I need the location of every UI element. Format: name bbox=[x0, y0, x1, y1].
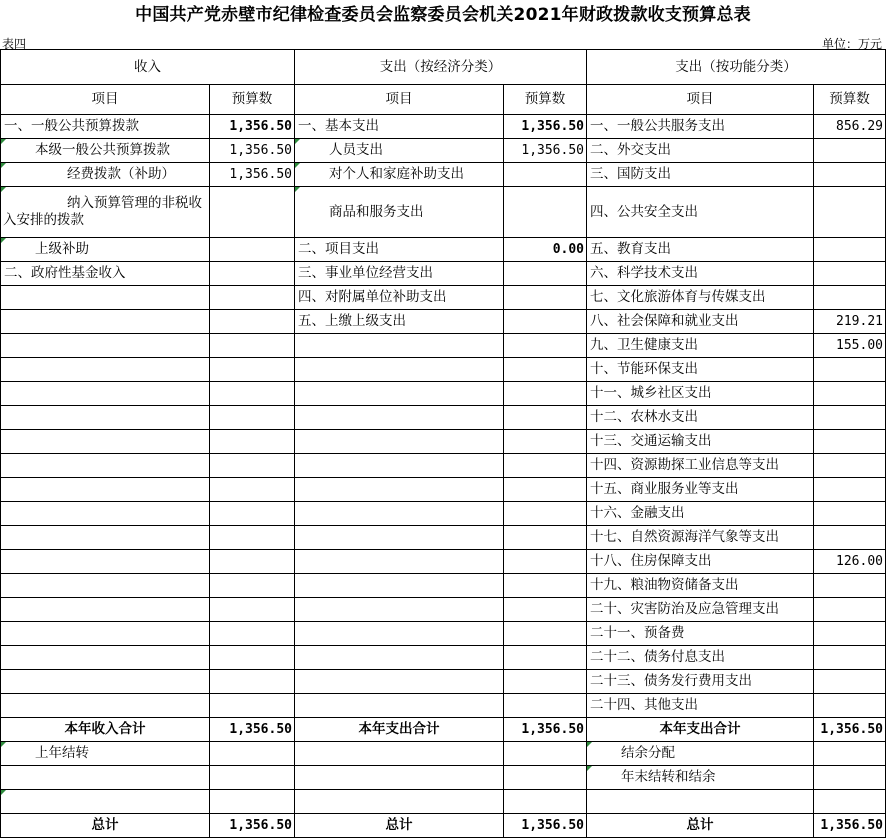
carryover-row bbox=[1, 742, 886, 766]
grand-expense-value[interactable]: 1,356.50 bbox=[504, 814, 587, 838]
cell[interactable] bbox=[1, 790, 210, 814]
cell[interactable] bbox=[814, 430, 886, 454]
cell[interactable] bbox=[210, 670, 295, 694]
cell[interactable] bbox=[814, 406, 886, 430]
cell[interactable]: 十四、资源勘探工业信息等支出 bbox=[587, 454, 814, 478]
cell[interactable] bbox=[295, 790, 504, 814]
cell[interactable]: 五、教育支出 bbox=[587, 238, 814, 262]
cell[interactable]: 十八、住房保障支出 bbox=[587, 550, 814, 574]
cell[interactable] bbox=[295, 766, 504, 790]
cell[interactable]: 1,356.50 bbox=[210, 139, 295, 163]
cell[interactable]: 三、事业单位经营支出 bbox=[295, 262, 504, 286]
table-row bbox=[1, 646, 886, 670]
cell[interactable] bbox=[1, 574, 210, 598]
year-end-label: 年末结转和结余 bbox=[587, 766, 814, 790]
cell[interactable] bbox=[814, 742, 886, 766]
cell[interactable] bbox=[1, 526, 210, 550]
cell[interactable] bbox=[1, 622, 210, 646]
cell[interactable] bbox=[504, 670, 587, 694]
cell[interactable] bbox=[210, 454, 295, 478]
cell[interactable] bbox=[504, 430, 587, 454]
cell[interactable]: 十、节能环保支出 bbox=[587, 358, 814, 382]
cell[interactable]: 六、科学技术支出 bbox=[587, 262, 814, 286]
cell[interactable] bbox=[295, 742, 504, 766]
cell[interactable]: 对个人和家庭补助支出 bbox=[295, 163, 504, 187]
table-row bbox=[1, 526, 886, 550]
cell[interactable] bbox=[504, 550, 587, 574]
cell[interactable]: 十六、金融支出 bbox=[587, 502, 814, 526]
table-row bbox=[1, 139, 886, 163]
cell[interactable]: 126.00 bbox=[814, 550, 886, 574]
cell[interactable] bbox=[504, 286, 587, 310]
cell[interactable] bbox=[814, 286, 886, 310]
cell[interactable] bbox=[210, 310, 295, 334]
cell[interactable] bbox=[814, 163, 886, 187]
cell[interactable] bbox=[210, 286, 295, 310]
year-expense-total-label: 本年支出合计 bbox=[295, 718, 504, 742]
cell[interactable] bbox=[814, 382, 886, 406]
budget-header: 预算数 bbox=[504, 85, 587, 115]
cell[interactable]: 二十一、预备费 bbox=[587, 622, 814, 646]
year-func-total-value[interactable]: 1,356.50 bbox=[814, 718, 886, 742]
cell[interactable] bbox=[295, 406, 504, 430]
grand-income-value[interactable]: 1,356.50 bbox=[210, 814, 295, 838]
cell[interactable]: 十一、城乡社区支出 bbox=[587, 382, 814, 406]
cell[interactable] bbox=[210, 766, 295, 790]
table-row bbox=[1, 670, 886, 694]
cell[interactable] bbox=[814, 262, 886, 286]
expense-func-section-header: 支出（按功能分类） bbox=[587, 50, 886, 85]
table-row bbox=[1, 187, 886, 238]
year-expense-total-value[interactable]: 1,356.50 bbox=[504, 718, 587, 742]
cell[interactable] bbox=[210, 790, 295, 814]
cell[interactable] bbox=[210, 622, 295, 646]
cell[interactable] bbox=[210, 478, 295, 502]
cell[interactable] bbox=[814, 238, 886, 262]
cell[interactable]: 155.00 bbox=[814, 334, 886, 358]
cell[interactable]: 二十三、债务发行费用支出 bbox=[587, 670, 814, 694]
cell[interactable] bbox=[814, 598, 886, 622]
cell[interactable] bbox=[295, 694, 504, 718]
cell[interactable] bbox=[504, 622, 587, 646]
cell[interactable] bbox=[1, 766, 210, 790]
table-number: 表四 bbox=[2, 37, 27, 51]
cell[interactable] bbox=[504, 694, 587, 718]
surplus-label: 结余分配 bbox=[587, 742, 814, 766]
cell[interactable] bbox=[210, 187, 295, 238]
table-row bbox=[1, 622, 886, 646]
cell[interactable] bbox=[295, 574, 504, 598]
cell[interactable] bbox=[1, 646, 210, 670]
cell[interactable] bbox=[1, 478, 210, 502]
cell[interactable] bbox=[504, 310, 587, 334]
cell[interactable] bbox=[814, 526, 886, 550]
unit-label: 单位：万元 bbox=[821, 37, 882, 51]
cell[interactable] bbox=[504, 478, 587, 502]
cell[interactable] bbox=[504, 382, 587, 406]
table-row bbox=[1, 550, 886, 574]
cell[interactable] bbox=[295, 670, 504, 694]
cell[interactable] bbox=[814, 766, 886, 790]
cell[interactable] bbox=[210, 382, 295, 406]
cell[interactable] bbox=[295, 598, 504, 622]
cell[interactable] bbox=[814, 502, 886, 526]
cell[interactable] bbox=[210, 430, 295, 454]
item-header: 项目 bbox=[1, 85, 210, 115]
cell[interactable]: 一、一般公共预算拨款 bbox=[1, 115, 210, 139]
cell[interactable]: 1,356.50 bbox=[504, 139, 587, 163]
table-row bbox=[1, 694, 886, 718]
column-header-row bbox=[1, 85, 886, 115]
cell[interactable] bbox=[504, 163, 587, 187]
table-row bbox=[1, 334, 886, 358]
cell[interactable]: 二十四、其他支出 bbox=[587, 694, 814, 718]
table-row bbox=[1, 115, 886, 139]
cell[interactable] bbox=[1, 358, 210, 382]
cell[interactable]: 上级补助 bbox=[1, 238, 210, 262]
cell[interactable]: 0.00 bbox=[504, 238, 587, 262]
year-income-total-label: 本年收入合计 bbox=[1, 718, 210, 742]
cell[interactable] bbox=[210, 646, 295, 670]
cell[interactable] bbox=[210, 574, 295, 598]
cell[interactable] bbox=[1, 406, 210, 430]
cell[interactable] bbox=[504, 406, 587, 430]
cell[interactable] bbox=[210, 526, 295, 550]
table-row bbox=[1, 574, 886, 598]
cell[interactable]: 十三、交通运输支出 bbox=[587, 430, 814, 454]
cell[interactable]: 本级一般公共预算拨款 bbox=[1, 139, 210, 163]
cell[interactable] bbox=[814, 478, 886, 502]
cell[interactable]: 二、政府性基金收入 bbox=[1, 262, 210, 286]
cell[interactable]: 一、基本支出 bbox=[295, 115, 504, 139]
grand-total-row bbox=[1, 814, 886, 838]
cell[interactable] bbox=[504, 334, 587, 358]
cell[interactable] bbox=[504, 502, 587, 526]
cell[interactable] bbox=[814, 790, 886, 814]
cell[interactable] bbox=[587, 790, 814, 814]
cell[interactable]: 二、外交支出 bbox=[587, 139, 814, 163]
year-func-total-label: 本年支出合计 bbox=[587, 718, 814, 742]
cell[interactable] bbox=[504, 646, 587, 670]
grand-func-label: 总计 bbox=[587, 814, 814, 838]
budget-header: 预算数 bbox=[210, 85, 295, 115]
cell[interactable] bbox=[295, 478, 504, 502]
cell[interactable] bbox=[814, 574, 886, 598]
cell[interactable] bbox=[504, 187, 587, 238]
income-section-header: 收入 bbox=[1, 50, 295, 85]
cell[interactable] bbox=[295, 550, 504, 574]
cell[interactable] bbox=[210, 238, 295, 262]
cell[interactable] bbox=[1, 454, 210, 478]
cell[interactable] bbox=[210, 694, 295, 718]
cell[interactable]: 商品和服务支出 bbox=[295, 187, 504, 238]
cell[interactable] bbox=[814, 139, 886, 163]
cell[interactable]: 七、文化旅游体育与传媒支出 bbox=[587, 286, 814, 310]
table-row bbox=[1, 406, 886, 430]
table-row bbox=[1, 454, 886, 478]
cell[interactable] bbox=[210, 334, 295, 358]
cell[interactable] bbox=[295, 334, 504, 358]
cell[interactable] bbox=[210, 262, 295, 286]
cell[interactable] bbox=[210, 406, 295, 430]
cell[interactable] bbox=[1, 310, 210, 334]
cell[interactable]: 一、一般公共服务支出 bbox=[587, 115, 814, 139]
cell[interactable] bbox=[504, 766, 587, 790]
cell[interactable] bbox=[210, 742, 295, 766]
cell[interactable]: 二、项目支出 bbox=[295, 238, 504, 262]
expense-econ-section-header: 支出（按经济分类） bbox=[295, 50, 587, 85]
cell[interactable]: 十七、自然资源海洋气象等支出 bbox=[587, 526, 814, 550]
year-total-row bbox=[1, 718, 886, 742]
table-row bbox=[1, 163, 886, 187]
table-row bbox=[1, 310, 886, 334]
cell[interactable] bbox=[814, 187, 886, 238]
cell[interactable] bbox=[814, 694, 886, 718]
cell[interactable] bbox=[210, 598, 295, 622]
table-row bbox=[1, 478, 886, 502]
cell[interactable]: 八、社会保障和就业支出 bbox=[587, 310, 814, 334]
cell[interactable] bbox=[295, 526, 504, 550]
cell[interactable] bbox=[504, 790, 587, 814]
cell[interactable]: 十九、粮油物资储备支出 bbox=[587, 574, 814, 598]
table-row bbox=[1, 238, 886, 262]
year-income-total-value[interactable]: 1,356.50 bbox=[210, 718, 295, 742]
item-header: 项目 bbox=[295, 85, 504, 115]
cell[interactable]: 十五、商业服务业等支出 bbox=[587, 478, 814, 502]
cell[interactable] bbox=[504, 358, 587, 382]
cell[interactable] bbox=[1, 598, 210, 622]
sheet-title: 中国共产党赤壁市纪律检查委员会监察委员会机关2021年财政拨款收支预算总表 bbox=[135, 5, 751, 25]
table-row bbox=[1, 262, 886, 286]
cell[interactable] bbox=[504, 742, 587, 766]
cell[interactable] bbox=[295, 430, 504, 454]
cell[interactable] bbox=[1, 694, 210, 718]
cell[interactable] bbox=[1, 670, 210, 694]
cell[interactable] bbox=[814, 646, 886, 670]
table-row bbox=[1, 598, 886, 622]
cell[interactable] bbox=[814, 670, 886, 694]
cell[interactable] bbox=[1, 334, 210, 358]
cell[interactable]: 五、上缴上级支出 bbox=[295, 310, 504, 334]
cell[interactable]: 二十、灾害防治及应急管理支出 bbox=[587, 598, 814, 622]
cell[interactable] bbox=[814, 454, 886, 478]
cell[interactable]: 人员支出 bbox=[295, 139, 504, 163]
cell[interactable] bbox=[295, 646, 504, 670]
cell[interactable]: 十二、农林水支出 bbox=[587, 406, 814, 430]
cell[interactable] bbox=[504, 598, 587, 622]
cell[interactable] bbox=[295, 454, 504, 478]
cell[interactable]: 四、对附属单位补助支出 bbox=[295, 286, 504, 310]
cell[interactable] bbox=[814, 358, 886, 382]
section-header-row bbox=[1, 50, 886, 85]
cell[interactable] bbox=[210, 550, 295, 574]
year-end-row bbox=[1, 766, 886, 790]
cell[interactable] bbox=[1, 286, 210, 310]
cell[interactable] bbox=[814, 622, 886, 646]
budget-header: 预算数 bbox=[814, 85, 886, 115]
cell[interactable]: 纳入预算管理的非税收入安排的拨款 bbox=[1, 187, 210, 238]
budget-table bbox=[0, 49, 886, 838]
cell[interactable]: 1,356.50 bbox=[504, 115, 587, 139]
cell[interactable] bbox=[504, 454, 587, 478]
table-row bbox=[1, 358, 886, 382]
cell[interactable] bbox=[504, 574, 587, 598]
blank-row bbox=[1, 790, 886, 814]
cell[interactable]: 219.21 bbox=[814, 310, 886, 334]
grand-income-label: 总计 bbox=[1, 814, 210, 838]
table-row bbox=[1, 502, 886, 526]
cell[interactable]: 四、公共安全支出 bbox=[587, 187, 814, 238]
cell[interactable] bbox=[295, 382, 504, 406]
cell[interactable] bbox=[1, 550, 210, 574]
grand-func-value[interactable]: 1,356.50 bbox=[814, 814, 886, 838]
cell[interactable]: 二十二、债务付息支出 bbox=[587, 646, 814, 670]
cell[interactable]: 1,356.50 bbox=[210, 163, 295, 187]
cell[interactable] bbox=[1, 382, 210, 406]
cell[interactable] bbox=[1, 502, 210, 526]
cell[interactable] bbox=[295, 622, 504, 646]
cell[interactable] bbox=[210, 358, 295, 382]
table-row bbox=[1, 286, 886, 310]
cell[interactable] bbox=[504, 526, 587, 550]
cell[interactable] bbox=[295, 358, 504, 382]
cell[interactable]: 九、卫生健康支出 bbox=[587, 334, 814, 358]
grand-expense-label: 总计 bbox=[295, 814, 504, 838]
cell[interactable] bbox=[210, 502, 295, 526]
cell[interactable]: 856.29 bbox=[814, 115, 886, 139]
cell[interactable] bbox=[295, 502, 504, 526]
cell[interactable] bbox=[1, 430, 210, 454]
cell[interactable]: 1,356.50 bbox=[210, 115, 295, 139]
table-row bbox=[1, 382, 886, 406]
item-header: 项目 bbox=[587, 85, 814, 115]
cell[interactable] bbox=[504, 262, 587, 286]
carryover-label: 上年结转 bbox=[1, 742, 210, 766]
cell[interactable]: 三、国防支出 bbox=[587, 163, 814, 187]
table-row bbox=[1, 430, 886, 454]
cell[interactable]: 经费拨款（补助） bbox=[1, 163, 210, 187]
